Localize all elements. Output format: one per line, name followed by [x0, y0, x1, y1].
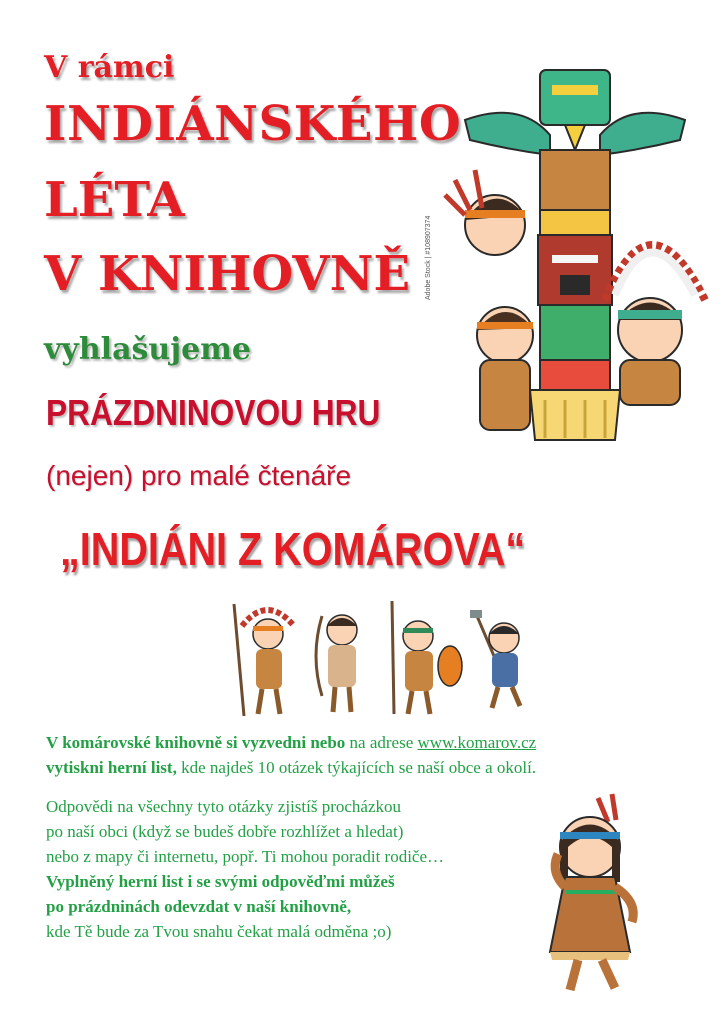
game-name: „INDIÁNI Z KOMÁROVA“: [60, 523, 526, 575]
totem-illustration: [440, 60, 710, 455]
kid-axe-icon: [470, 610, 520, 708]
kid-chief-icon: [234, 604, 294, 716]
info-paragraph-2: [46, 794, 444, 944]
title-line-3: V KNIHOVNĚ: [44, 246, 411, 302]
info-text-b: kde najdeš 10 otázek týkajících se naší obce a okolí.: [176, 758, 537, 777]
readers-text: (nejen) pro malé čtenáře: [46, 460, 352, 491]
info-bold-line: Vyplněný herní list i se svými odpověďmi můžeš: [46, 872, 395, 891]
info-line: po naší obci (když se budeš dobře rozhlížet a hledat): [46, 822, 404, 841]
game-label: PRÁZDNINOVOU HRU: [46, 392, 381, 433]
info-line: kde Tě bude za Tvou snahu čekat malá odměna ;o): [46, 922, 392, 941]
title-intro: V rámci: [44, 50, 175, 85]
info-paragraph-1: [46, 730, 536, 780]
announce-text: vyhlašujeme: [44, 332, 251, 367]
info-line: Odpovědi na všechny tyto otázky zjistíš procházkou: [46, 797, 402, 816]
info-bold-a: V komárovské knihovně si vyzvedni nebo: [46, 733, 346, 752]
title-line-2: LÉTA: [44, 172, 185, 228]
girl-illustration: [520, 792, 650, 997]
info-line: nebo z mapy či internetu, popř. Ti mohou poradit rodiče…: [46, 847, 445, 866]
kid-shield-icon: [392, 601, 462, 714]
kid-archer-icon: [316, 615, 357, 712]
kids-illustration: [222, 596, 542, 718]
stock-watermark: Adobe Stock | #108907374: [425, 215, 432, 300]
title-line-1: INDIÁNSKÉHO: [44, 96, 462, 152]
info-bold-line: po prázdninách odevzdat v naší knihovně,: [46, 897, 352, 916]
info-text-a: na adrese: [345, 733, 418, 752]
info-bold-b: vytiskni herní list,: [46, 758, 177, 777]
website-link[interactable]: www.komarov.cz: [417, 733, 537, 752]
